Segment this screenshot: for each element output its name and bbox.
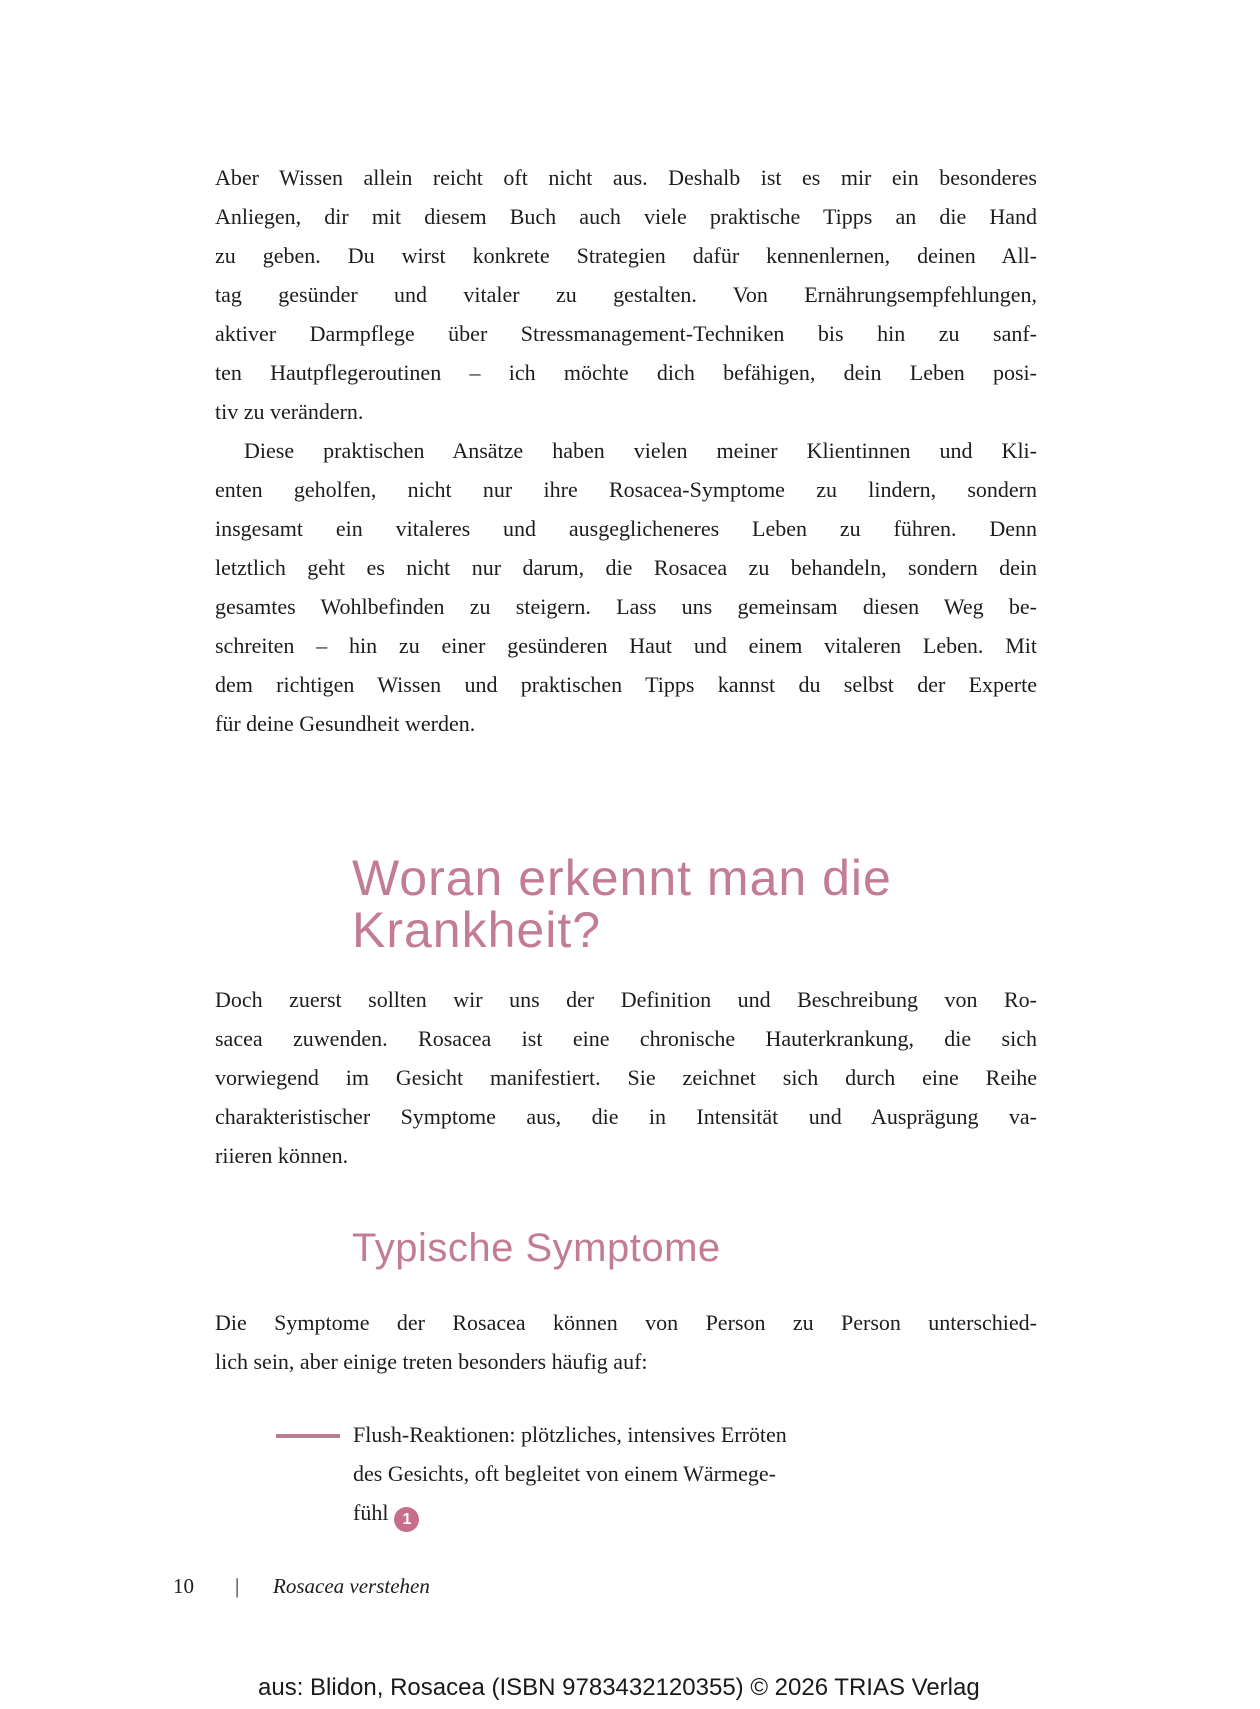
copyright-line: aus: Blidon, Rosacea (ISBN 9783432120355) © 2026 TRIAS Verlag — [258, 1674, 980, 1701]
text-line: vorwiegend im Gesicht manifestiert. Sie zeichnet sich durch eine Reihe — [215, 1065, 1037, 1090]
paragraph-intro-tips — [215, 158, 1037, 431]
page-number: 10 — [173, 1574, 194, 1598]
text-line: sacea zuwenden. Rosacea ist eine chronische Hauterkrankung, die sich — [215, 1026, 1037, 1051]
footer-divider: | — [235, 1574, 240, 1598]
paragraph-definition — [215, 980, 1037, 1175]
figure-reference-badge — [394, 1507, 419, 1532]
text-line: letztlich geht es nicht nur darum, die Rosacea zu behandeln, sondern dein — [215, 555, 1037, 580]
text-line: aktiver Darmpflege über Stressmanagement-Techniken bis hin zu sanf- — [215, 321, 1037, 346]
text-line: ten Hautpflegeroutinen – ich möchte dich befähigen, dein Leben posi- — [215, 360, 1037, 385]
figure-reference-number: 1 — [402, 1511, 412, 1528]
text-line: riieren können. — [215, 1143, 349, 1168]
section-heading-line-2: Krankheit? — [352, 902, 602, 958]
text-line: des Gesichts, oft begleitet von einem Wärmege- — [353, 1461, 776, 1486]
text-line: schreiten – hin zu einer gesünderen Haut und einem vitaleren Leben. Mit — [215, 633, 1037, 658]
text-line: dem richtigen Wissen und praktischen Tipps kannst du selbst der Experte — [215, 672, 1037, 697]
text-line — [353, 1493, 943, 1532]
text-line: Anliegen, dir mit diesem Buch auch viele praktische Tipps an die Hand — [215, 204, 1037, 229]
section-heading-line-1: Woran erkennt man die — [352, 850, 892, 906]
text-line: Flush-Reaktionen: plötzliches, intensives Erröten — [353, 1422, 787, 1447]
text-line: tag gesünder und vitaler zu gestalten. Von Ernährungsempfehlungen, — [215, 282, 1037, 307]
subsection-heading: Typische Symptome — [352, 1226, 721, 1270]
text-line: gesamtes Wohlbefinden zu steigern. Lass uns gemeinsam diesen Weg be- — [215, 594, 1037, 619]
text-line: charakteristischer Symptome aus, die in Intensität und Ausprägung va- — [215, 1104, 1037, 1129]
text-line: insgesamt ein vitaleres und ausgeglicheneres Leben zu führen. Denn — [215, 516, 1037, 541]
bullet-last-word: fühl — [353, 1500, 389, 1525]
paragraph-practical-approaches — [215, 431, 1037, 743]
bullet-item-flush-reactions — [353, 1415, 943, 1532]
footer-section-title: Rosacea verstehen — [273, 1574, 430, 1598]
text-line: tiv zu verändern. — [215, 399, 364, 424]
bullet-dash-marker — [276, 1434, 340, 1438]
text-line: Die Symptome der Rosacea können von Person zu Person unterschied- — [215, 1310, 1037, 1335]
text-line: Aber Wissen allein reicht oft nicht aus. Deshalb ist es mir ein besonderes — [215, 165, 1037, 190]
text-line: Doch zuerst sollten wir uns der Definition und Beschreibung von Ro- — [215, 987, 1037, 1012]
section-heading — [352, 852, 892, 956]
text-line: enten geholfen, nicht nur ihre Rosacea-Symptome zu lindern, sondern — [215, 477, 1037, 502]
text-line: zu geben. Du wirst konkrete Strategien dafür kennenlernen, deinen All- — [215, 243, 1037, 268]
text-line: für deine Gesundheit werden. — [215, 711, 476, 736]
text-line: Diese praktischen Ansätze haben vielen meiner Klientinnen und Kli- — [244, 438, 1037, 463]
paragraph-symptoms-intro — [215, 1303, 1037, 1381]
text-line: lich sein, aber einige treten besonders häufig auf: — [215, 1349, 648, 1374]
